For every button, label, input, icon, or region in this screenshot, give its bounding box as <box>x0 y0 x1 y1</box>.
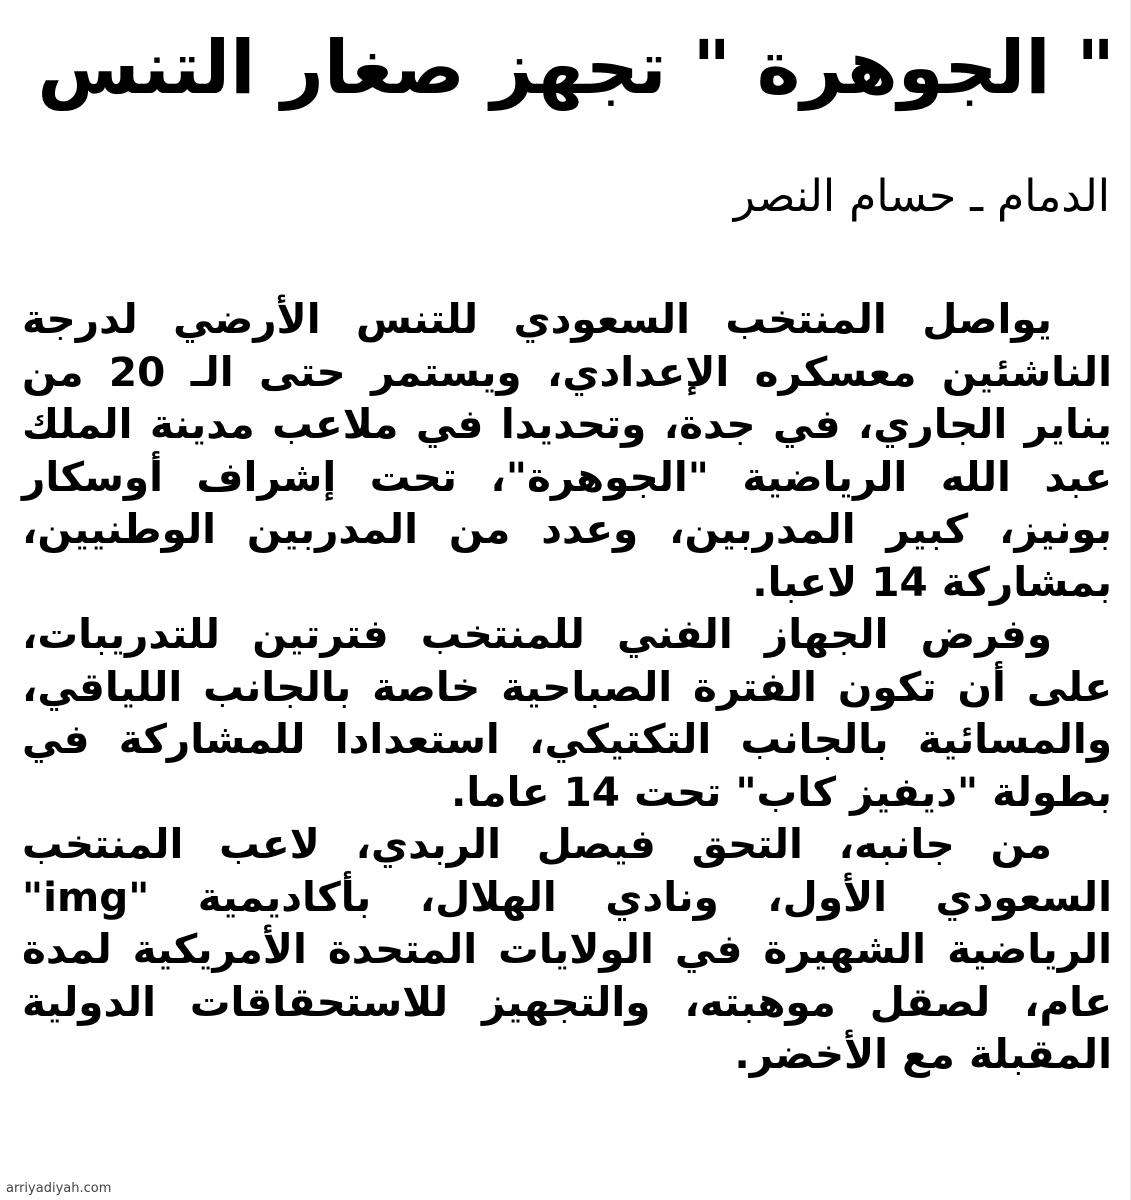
body-line: بمشاركة 14 لاعبا. <box>752 557 1112 606</box>
body-line: من جانبه، التحق فيصل الربدي، لاعب المنتخب <box>22 820 1052 868</box>
body-line: المقبلة مع الأخضر. <box>734 1030 1112 1078</box>
body-line: وفرض الجهاز الفني للمنتخب فترتين للتدريبات، <box>22 610 1052 658</box>
body-line: السعودي الأول، ونادي الهلال، بأكاديمية "img" <box>22 872 1112 921</box>
body-line: الرياضية الشهيرة في الولايات المتحدة الأمريكية لمدة <box>22 925 1112 973</box>
body-line: عبد الله الرياضية "الجوهرة"، تحت إشراف أوسكار <box>22 452 1112 501</box>
body-line: يواصل المنتخب السعودي للتنس الأرضي لدرجة <box>22 295 1052 343</box>
body-line: والمسائية بالجانب التكتيكي، استعدادا للمشاركة في <box>22 715 1112 763</box>
body-line: الناشئين معسكره الإعدادي، ويستمر حتى الـ 20 من <box>22 347 1113 396</box>
body-line: على أن تكون الفترة الصباحية خاصة بالجانب اللياقي، <box>22 662 1112 711</box>
body-line: بونيز، كبير المدربين، وعدد من المدربين الوطنيين، <box>22 505 1112 553</box>
site-watermark: arriyadiyah.com <box>6 1181 112 1196</box>
body-line: عام، لصقل موهبته، والتجهيز للاستحقاقات الدولية <box>22 977 1112 1026</box>
body-line: يناير الجاري، في جدة، وتحديدا في ملاعب مدينة الملك <box>22 400 1112 448</box>
article-byline: الدمام ـ حسام النصر <box>733 171 1110 222</box>
article-headline: " الجوهرة " تجهز صغار التنس <box>37 25 1115 111</box>
body-line: بطولة "ديفيز كاب" تحت 14 عاما. <box>450 767 1112 816</box>
article-body <box>22 293 1112 1081</box>
